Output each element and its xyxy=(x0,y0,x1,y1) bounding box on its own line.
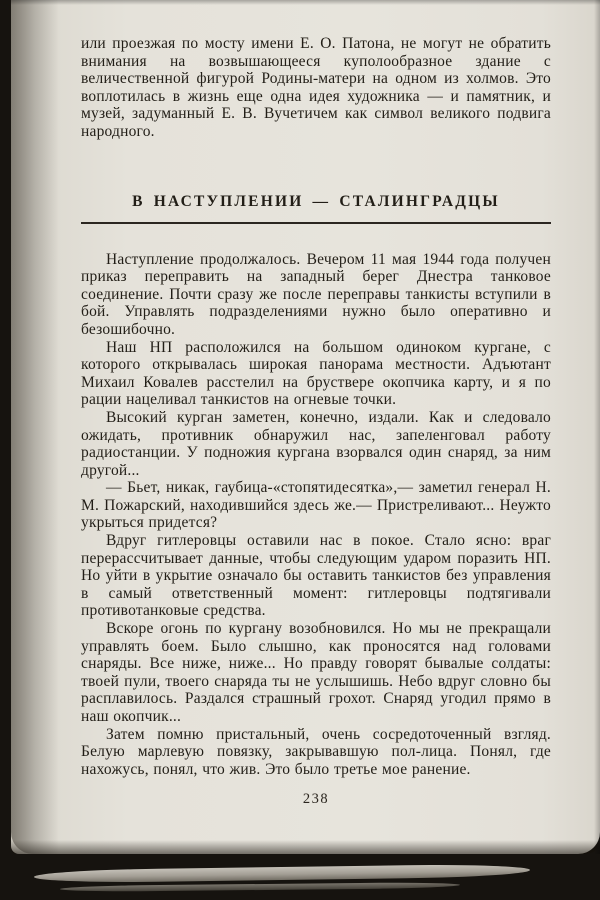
bottom-edge-shadow xyxy=(11,840,600,854)
page-stack-edge xyxy=(34,864,530,884)
body-paragraph: Вдруг гитлеровцы оставили нас в покое. Стало ясно: враг перерассчитывает данные, чтобы следующим ударом поразить НП. Но уйти в укрытие означало бы оставить танкистов без управления в самый ответственный момент: гитлеровцы подтягивали противотанковые средства. xyxy=(81,532,551,620)
right-edge-shadow xyxy=(594,0,600,854)
text-column xyxy=(81,35,551,809)
page-number: 238 xyxy=(302,791,330,808)
intro-paragraph: или проезжая по мосту имени Е. О. Патона, не могут не обратить внимания на возвышающееся куполообразное здание с величественной фигурой Родины-матери на одном из холмов. Это воплотилась в жизнь еще одна идея художника — и памятник, и музей, задуманный Е. В. Вучетичем как символ великого подвига народного. xyxy=(81,35,551,140)
book-page xyxy=(11,0,600,854)
body-paragraph: Наш НП расположился на большом одиноком кургане, с которого открывалась широкая панорама местности. Адъютант Михаил Ковалев расстелил на бруствере окопчика карту, и я по рации нацеливал танкистов на огневые точки. xyxy=(81,338,551,409)
body-paragraph: Вскоре огонь по кургану возобновился. Но мы не прекращали управлять боем. Было слышно, как проносятся над головами снаряды. Все ниже, ниже... Но правду говорят бывалые солдаты: твоей пули, твоего снаряда ты не услышишь. Небо вдруг словно бы расплавилось. Раздался страшный грохот. Снаряд угодил прямо в наш окопчик... xyxy=(81,620,551,725)
binding-gutter-shadow xyxy=(11,0,59,854)
top-edge-shadow xyxy=(11,0,600,5)
body-paragraph: Затем помню пристальный, очень сосредоточенный взгляд. Белую марлевую повязку, закрывавшую пол-лица. Понял, где нахожусь, понял, что жив. Это было третье мое ранение. xyxy=(81,725,551,778)
body-paragraph: Высокий курган заметен, конечно, издали. Как и следовало ожидать, противник обнаружил нас, запеленговал работу радиостанции. У подножия кургана взорвался один снаряд, за ним другой... xyxy=(81,408,551,479)
heading-rule xyxy=(81,222,551,224)
page-stack-edge-lower xyxy=(60,882,460,892)
section-heading: В НАСТУПЛЕНИИ — СТАЛИНГРАДЦЫ xyxy=(132,192,500,210)
body-paragraph: Наступление продолжалось. Вечером 11 мая 1944 года получен приказ переправить на западный берег Днестра танковое соединение. Почти сразу же после переправы танкисты вступили в бой. Управлять подразделениями нужно было оперативно и безошибочно. xyxy=(81,250,551,338)
body-paragraph: — Бьет, никак, гаубица-«стопятидесятка»,— заметил генерал Н. М. Пожарский, находившийся здесь же.— Пристреливают... Неужто укрыться придется? xyxy=(81,479,551,532)
